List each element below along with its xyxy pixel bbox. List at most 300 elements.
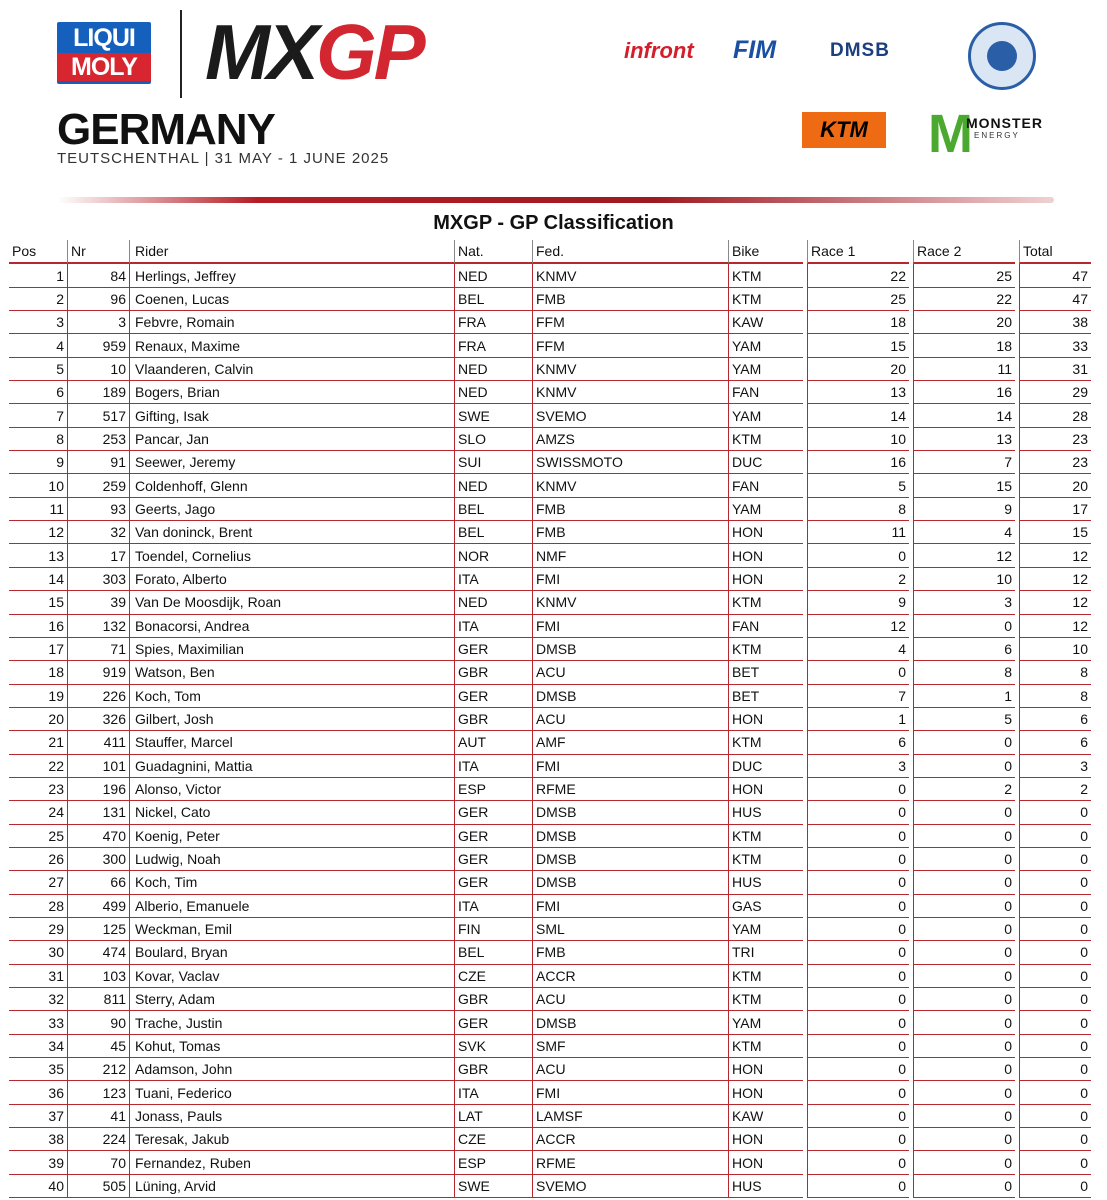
cell-pos: 8 [9,428,67,451]
cell-nat: GBR [454,988,532,1011]
cell-fed: RFME [532,778,728,801]
cell-pos: 20 [9,708,67,731]
table-row [9,988,1091,1011]
cell-rider: Bonacorsi, Andrea [129,615,454,638]
cell-total: 0 [1019,1081,1091,1104]
cell-bike: HON [728,568,803,591]
cell-nat: NED [454,381,532,404]
cell-rider: Jonass, Pauls [129,1105,454,1128]
table-row [9,1058,1091,1081]
cell-bike: HUS [728,801,803,824]
column-header-total: Total [1019,240,1091,264]
cell-race1: 0 [807,1105,909,1128]
cell-nr: 474 [67,941,129,964]
cell-total: 38 [1019,311,1091,334]
cell-nr: 10 [67,358,129,381]
column-header-nat: Nat. [454,240,532,264]
cell-fed: FMI [532,895,728,918]
table-row [9,544,1091,567]
cell-race1: 0 [807,988,909,1011]
cell-rider: Alonso, Victor [129,778,454,801]
organizer-seal-icon [968,22,1036,90]
cell-race2: 0 [913,1151,1015,1174]
table-row [9,731,1091,754]
cell-nr: 45 [67,1035,129,1058]
cell-fed: KNMV [532,264,728,287]
table-row [9,1128,1091,1151]
page-title: MXGP - GP Classification [433,212,674,234]
cell-race1: 11 [807,521,909,544]
cell-rider: Gifting, Isak [129,404,454,427]
infront-logo: infront [624,38,694,63]
cell-bike: HON [728,708,803,731]
monster-energy-logo [924,103,1046,165]
cell-rider: Spies, Maximilian [129,638,454,661]
cell-bike: KTM [728,965,803,988]
cell-race1: 22 [807,264,909,287]
cell-nat: GER [454,1011,532,1034]
cell-rider: Weckman, Emil [129,918,454,941]
cell-nr: 101 [67,755,129,778]
cell-total: 0 [1019,1128,1091,1151]
column-header-pos: Pos [9,240,67,264]
table-row [9,288,1091,311]
table-row [9,965,1091,988]
cell-nr: 96 [67,288,129,311]
cell-race2: 22 [913,288,1015,311]
cell-pos: 2 [9,288,67,311]
cell-race2: 0 [913,965,1015,988]
cell-pos: 16 [9,615,67,638]
cell-nr: 517 [67,404,129,427]
cell-nat: SLO [454,428,532,451]
cell-race2: 3 [913,591,1015,614]
cell-rider: Pancar, Jan [129,428,454,451]
cell-total: 28 [1019,404,1091,427]
cell-total: 8 [1019,685,1091,708]
cell-pos: 14 [9,568,67,591]
cell-nr: 71 [67,638,129,661]
cell-pos: 28 [9,895,67,918]
cell-pos: 29 [9,918,67,941]
cell-race1: 15 [807,334,909,357]
cell-fed: DMSB [532,1011,728,1034]
cell-nr: 123 [67,1081,129,1104]
cell-nat: NED [454,264,532,287]
cell-fed: SMF [532,1035,728,1058]
cell-race1: 25 [807,288,909,311]
cell-race1: 0 [807,965,909,988]
cell-fed: FMI [532,568,728,591]
cell-total: 23 [1019,451,1091,474]
cell-nr: 66 [67,871,129,894]
cell-race2: 20 [913,311,1015,334]
cell-bike: HON [728,1081,803,1104]
table-row [9,428,1091,451]
table-row [9,895,1091,918]
cell-total: 0 [1019,1105,1091,1128]
cell-fed: KNMV [532,474,728,497]
cell-total: 8 [1019,661,1091,684]
cell-race1: 0 [807,544,909,567]
cell-bike: KAW [728,311,803,334]
cell-rider: Coenen, Lucas [129,288,454,311]
cell-total: 23 [1019,428,1091,451]
cell-nat: BEL [454,941,532,964]
table-row [9,381,1091,404]
cell-nr: 212 [67,1058,129,1081]
cell-rider: Alberio, Emanuele [129,895,454,918]
monster-claw-icon: M [928,104,973,164]
cell-pos: 4 [9,334,67,357]
cell-nat: FIN [454,918,532,941]
cell-nr: 125 [67,918,129,941]
cell-rider: Forato, Alberto [129,568,454,591]
cell-total: 0 [1019,1011,1091,1034]
cell-nat: ITA [454,615,532,638]
cell-nr: 17 [67,544,129,567]
cell-total: 0 [1019,871,1091,894]
cell-pos: 27 [9,871,67,894]
mxgp-logo-gp: GP [316,8,423,96]
cell-total: 47 [1019,288,1091,311]
cell-race1: 0 [807,1058,909,1081]
cell-nat: GBR [454,708,532,731]
cell-nr: 919 [67,661,129,684]
cell-race1: 6 [807,731,909,754]
cell-race1: 4 [807,638,909,661]
header-divider [180,10,182,98]
cell-nr: 70 [67,1151,129,1174]
cell-bike: KTM [728,988,803,1011]
cell-fed: FMB [532,521,728,544]
cell-pos: 21 [9,731,67,754]
cell-race2: 9 [913,498,1015,521]
cell-pos: 3 [9,311,67,334]
cell-nat: NOR [454,544,532,567]
cell-nat: ESP [454,1151,532,1174]
cell-total: 3 [1019,755,1091,778]
table-row [9,264,1091,287]
cell-total: 0 [1019,1175,1091,1198]
cell-bike: YAM [728,358,803,381]
cell-nr: 505 [67,1175,129,1198]
cell-rider: Trache, Justin [129,1011,454,1034]
cell-nat: NED [454,591,532,614]
cell-bike: HUS [728,871,803,894]
cell-total: 0 [1019,1151,1091,1174]
cell-nat: GER [454,638,532,661]
cell-rider: Tuani, Federico [129,1081,454,1104]
cell-fed: RFME [532,1151,728,1174]
cell-nr: 39 [67,591,129,614]
cell-nr: 959 [67,334,129,357]
cell-total: 31 [1019,358,1091,381]
cell-total: 0 [1019,825,1091,848]
column-header-rider: Rider [129,240,454,264]
cell-pos: 38 [9,1128,67,1151]
cell-bike: HON [728,1058,803,1081]
cell-bike: HON [728,1128,803,1151]
cell-fed: ACU [532,661,728,684]
table-row [9,1151,1091,1174]
cell-pos: 9 [9,451,67,474]
table-row [9,521,1091,544]
cell-total: 6 [1019,731,1091,754]
cell-race2: 0 [913,1105,1015,1128]
cell-total: 0 [1019,965,1091,988]
cell-race2: 0 [913,848,1015,871]
column-header-bike: Bike [728,240,803,264]
cell-fed: FMB [532,288,728,311]
cell-bike: HON [728,544,803,567]
ktm-logo: KTM [802,112,886,148]
cell-total: 0 [1019,988,1091,1011]
cell-nat: BEL [454,288,532,311]
cell-nat: SWE [454,1175,532,1198]
cell-race2: 16 [913,381,1015,404]
cell-rider: Herlings, Jeffrey [129,264,454,287]
cell-bike: YAM [728,1011,803,1034]
cell-bike: TRI [728,941,803,964]
cell-nat: GER [454,825,532,848]
cell-rider: Guadagnini, Mattia [129,755,454,778]
cell-nr: 189 [67,381,129,404]
cell-nr: 811 [67,988,129,1011]
cell-fed: DMSB [532,848,728,871]
cell-fed: DMSB [532,638,728,661]
cell-race1: 16 [807,451,909,474]
cell-race1: 10 [807,428,909,451]
cell-nr: 132 [67,615,129,638]
cell-race2: 6 [913,638,1015,661]
cell-nr: 131 [67,801,129,824]
cell-bike: KTM [728,825,803,848]
cell-nr: 196 [67,778,129,801]
cell-fed: DMSB [532,685,728,708]
dmsb-logo: DMSB [830,40,890,61]
cell-race2: 0 [913,871,1015,894]
event-venue-dates: TEUTSCHENTHAL | 31 MAY - 1 JUNE 2025 [57,150,390,167]
cell-bike: YAM [728,498,803,521]
cell-rider: Koch, Tim [129,871,454,894]
cell-bike: KTM [728,288,803,311]
cell-nr: 259 [67,474,129,497]
cell-pos: 39 [9,1151,67,1174]
cell-total: 0 [1019,1058,1091,1081]
cell-rider: Stauffer, Marcel [129,731,454,754]
cell-total: 0 [1019,1035,1091,1058]
cell-nat: GER [454,801,532,824]
cell-rider: Ludwig, Noah [129,848,454,871]
cell-nat: FRA [454,311,532,334]
cell-rider: Toendel, Cornelius [129,544,454,567]
cell-fed: NMF [532,544,728,567]
cell-race2: 13 [913,428,1015,451]
cell-race1: 0 [807,1081,909,1104]
cell-fed: FMI [532,1081,728,1104]
cell-fed: KNMV [532,381,728,404]
cell-total: 0 [1019,848,1091,871]
cell-bike: HON [728,521,803,544]
cell-pos: 40 [9,1175,67,1198]
cell-race1: 1 [807,708,909,731]
cell-pos: 33 [9,1011,67,1034]
cell-fed: ACCR [532,965,728,988]
cell-fed: AMZS [532,428,728,451]
cell-nat: SUI [454,451,532,474]
cell-nr: 93 [67,498,129,521]
table-row [9,1105,1091,1128]
cell-pos: 32 [9,988,67,1011]
cell-rider: Lüning, Arvid [129,1175,454,1198]
table-row [9,311,1091,334]
column-header-nr: Nr [67,240,129,264]
cell-pos: 30 [9,941,67,964]
cell-race1: 0 [807,848,909,871]
table-row [9,615,1091,638]
cell-fed: DMSB [532,801,728,824]
table-row [9,825,1091,848]
cell-nr: 499 [67,895,129,918]
cell-race2: 5 [913,708,1015,731]
cell-bike: HON [728,778,803,801]
cell-fed: ACU [532,988,728,1011]
cell-pos: 12 [9,521,67,544]
cell-total: 0 [1019,941,1091,964]
cell-race1: 3 [807,755,909,778]
cell-rider: Watson, Ben [129,661,454,684]
cell-rider: Coldenhoff, Glenn [129,474,454,497]
cell-nat: FRA [454,334,532,357]
cell-rider: Adamson, John [129,1058,454,1081]
fim-logo: FIM [733,36,777,64]
liqui-moly-logo-line2: MOLY [57,53,151,81]
cell-pos: 10 [9,474,67,497]
cell-rider: Teresak, Jakub [129,1128,454,1151]
cell-rider: Renaux, Maxime [129,334,454,357]
table-row [9,404,1091,427]
cell-nr: 224 [67,1128,129,1151]
cell-fed: DMSB [532,871,728,894]
cell-rider: Van doninck, Brent [129,521,454,544]
cell-nat: GER [454,848,532,871]
cell-pos: 25 [9,825,67,848]
cell-fed: DMSB [532,825,728,848]
cell-pos: 31 [9,965,67,988]
cell-nat: CZE [454,1128,532,1151]
cell-race1: 0 [807,1175,909,1198]
table-row [9,638,1091,661]
cell-rider: Koch, Tom [129,685,454,708]
cell-bike: KTM [728,428,803,451]
cell-fed: FFM [532,334,728,357]
cell-bike: YAM [728,404,803,427]
cell-race1: 0 [807,778,909,801]
cell-total: 15 [1019,521,1091,544]
cell-pos: 13 [9,544,67,567]
table-row [9,871,1091,894]
cell-race2: 11 [913,358,1015,381]
cell-fed: ACU [532,708,728,731]
cell-pos: 15 [9,591,67,614]
cell-nat: SWE [454,404,532,427]
cell-race1: 0 [807,1035,909,1058]
cell-race2: 0 [913,801,1015,824]
cell-race1: 8 [807,498,909,521]
cell-race2: 8 [913,661,1015,684]
table-row [9,755,1091,778]
cell-nr: 41 [67,1105,129,1128]
table-row [9,661,1091,684]
cell-rider: Kohut, Tomas [129,1035,454,1058]
cell-race2: 0 [913,1175,1015,1198]
cell-fed: ACU [532,1058,728,1081]
table-row [9,1081,1091,1104]
cell-pos: 24 [9,801,67,824]
cell-pos: 37 [9,1105,67,1128]
cell-rider: Seewer, Jeremy [129,451,454,474]
decorative-stripe [57,197,1054,203]
cell-bike: BET [728,685,803,708]
cell-total: 2 [1019,778,1091,801]
cell-total: 12 [1019,615,1091,638]
cell-race2: 2 [913,778,1015,801]
cell-race2: 10 [913,568,1015,591]
table-row [9,591,1091,614]
cell-rider: Vlaanderen, Calvin [129,358,454,381]
cell-race2: 0 [913,755,1015,778]
cell-pos: 26 [9,848,67,871]
cell-nr: 32 [67,521,129,544]
monster-logo-subtext: ENERGY [974,131,1020,140]
cell-pos: 17 [9,638,67,661]
cell-bike: KAW [728,1105,803,1128]
cell-bike: DUC [728,755,803,778]
cell-nr: 253 [67,428,129,451]
cell-nr: 303 [67,568,129,591]
cell-race1: 0 [807,825,909,848]
cell-race2: 15 [913,474,1015,497]
cell-race2: 0 [913,1035,1015,1058]
cell-nr: 90 [67,1011,129,1034]
cell-fed: FMB [532,941,728,964]
column-header-race1: Race 1 [807,240,909,264]
cell-race2: 0 [913,731,1015,754]
cell-race1: 0 [807,661,909,684]
cell-nat: ITA [454,568,532,591]
cell-bike: YAM [728,334,803,357]
cell-pos: 19 [9,685,67,708]
table-row [9,474,1091,497]
cell-race1: 9 [807,591,909,614]
cell-rider: Bogers, Brian [129,381,454,404]
cell-bike: KTM [728,731,803,754]
cell-nr: 103 [67,965,129,988]
cell-race2: 0 [913,825,1015,848]
table-row [9,941,1091,964]
cell-fed: KNMV [532,591,728,614]
cell-race2: 12 [913,544,1015,567]
cell-rider: Van De Moosdijk, Roan [129,591,454,614]
cell-nat: CZE [454,965,532,988]
cell-bike: HUS [728,1175,803,1198]
cell-total: 47 [1019,264,1091,287]
monster-logo-text: MONSTER [966,115,1043,131]
cell-bike: FAN [728,615,803,638]
cell-race2: 0 [913,1011,1015,1034]
cell-race1: 0 [807,1011,909,1034]
